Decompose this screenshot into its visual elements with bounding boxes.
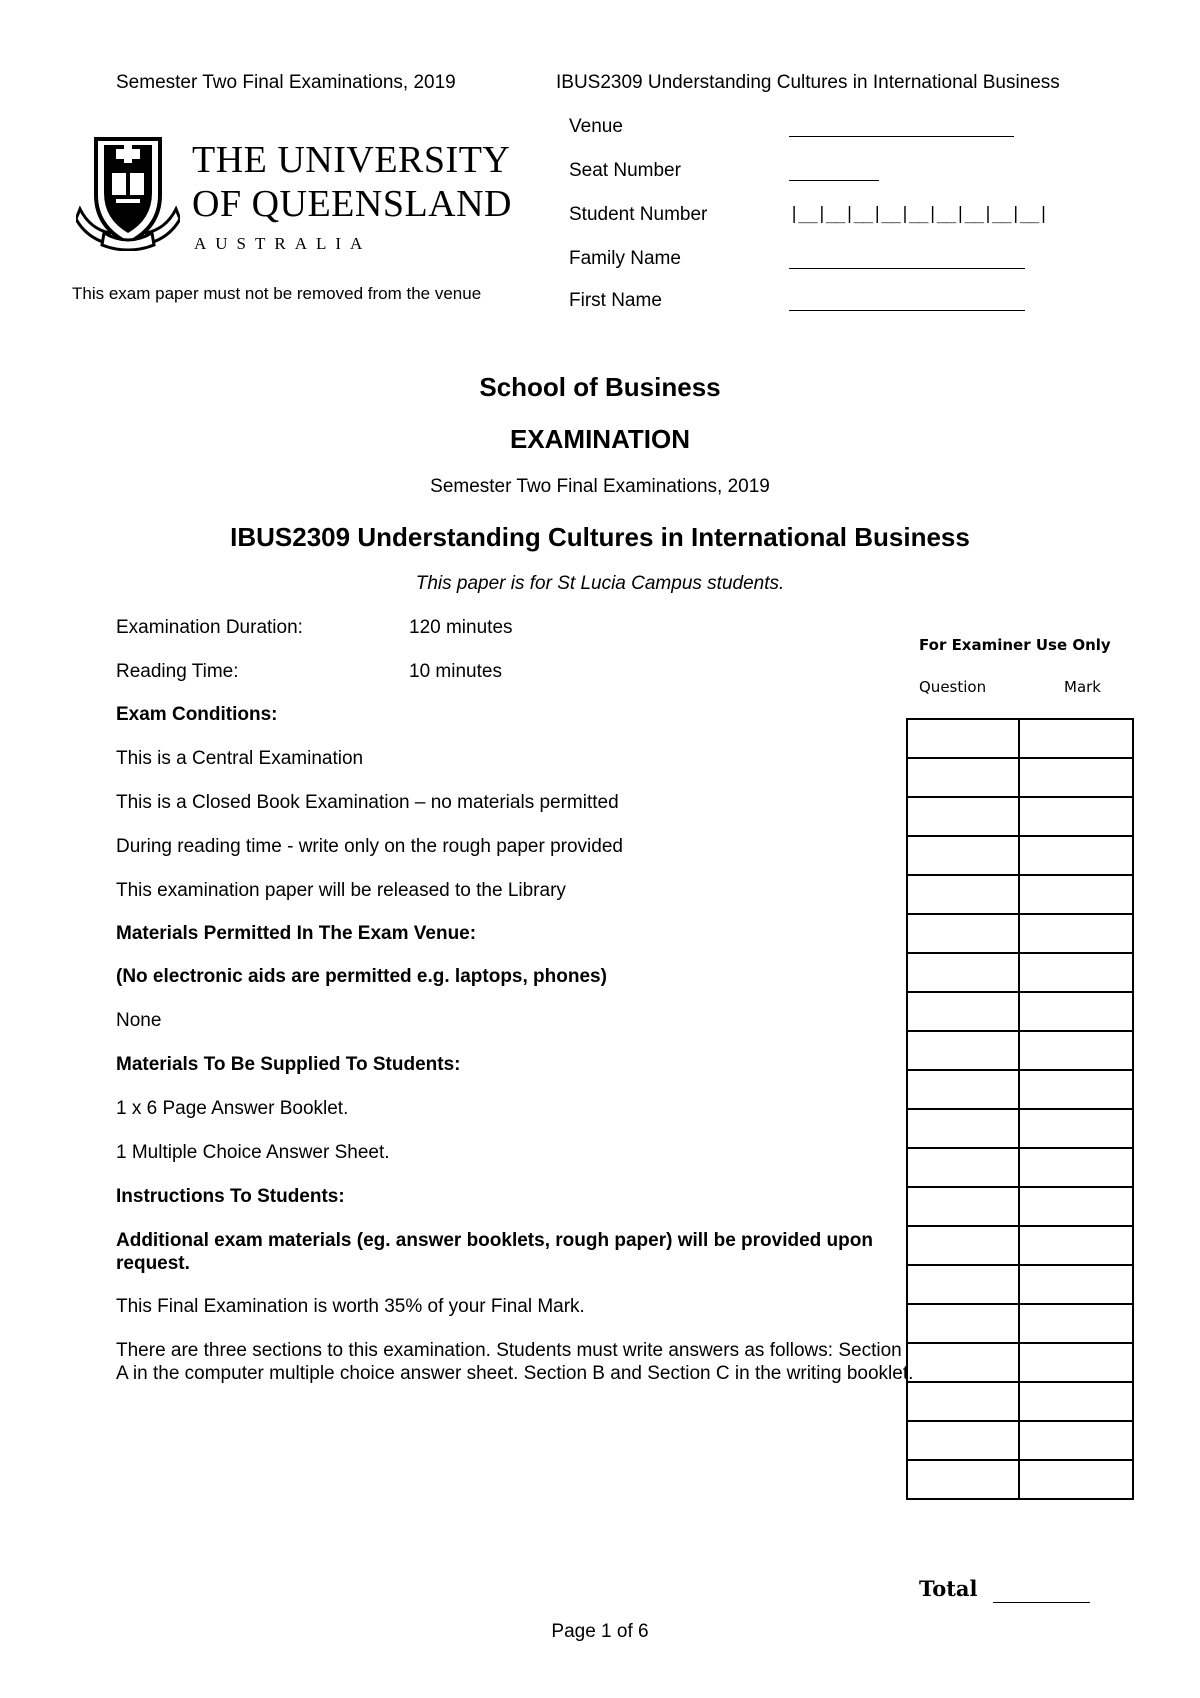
mark-cell[interactable] — [1019, 836, 1133, 875]
total-field[interactable] — [993, 1602, 1090, 1603]
question-cell[interactable] — [907, 1070, 1019, 1109]
question-cell[interactable] — [907, 875, 1019, 914]
condition-item: This is a Central Examination — [116, 748, 364, 769]
instructions-sections: There are three sections to this examination. Students must write answers as follows: Section A in the computer multiple choice answer sheet. Section B and Section C in the writing booklet. — [116, 1340, 914, 1384]
question-cell[interactable] — [907, 1421, 1019, 1460]
table-row — [907, 992, 1133, 1031]
table-row — [907, 1304, 1133, 1343]
reading-time-value: 10 minutes — [409, 661, 502, 682]
condition-item: During reading time - write only on the rough paper provided — [116, 836, 623, 857]
header-right: IBUS2309 Understanding Cultures in International Business — [556, 72, 1060, 93]
question-column-header: Question — [919, 678, 987, 696]
school-title: School of Business — [479, 372, 721, 402]
university-country: AUSTRALIA — [194, 234, 372, 253]
mark-cell[interactable] — [1019, 1031, 1133, 1070]
mark-cell[interactable] — [1019, 758, 1133, 797]
table-row — [907, 1460, 1133, 1499]
conditions-heading: Exam Conditions: — [116, 704, 278, 725]
question-cell[interactable] — [907, 1304, 1019, 1343]
page-number: Page 1 of 6 — [551, 1621, 649, 1642]
question-cell[interactable] — [907, 953, 1019, 992]
mark-cell[interactable] — [1019, 1109, 1133, 1148]
materials-permitted-note: (No electronic aids are permitted e.g. laptops, phones) — [116, 966, 607, 987]
table-row — [907, 719, 1133, 758]
campus-note: This paper is for St Lucia Campus students. — [415, 573, 785, 594]
table-row — [907, 758, 1133, 797]
mark-cell[interactable] — [1019, 1187, 1133, 1226]
mark-cell[interactable] — [1019, 1070, 1133, 1109]
question-cell[interactable] — [907, 1226, 1019, 1265]
table-row — [907, 914, 1133, 953]
table-row — [907, 1382, 1133, 1421]
examiner-title: For Examiner Use Only — [919, 636, 1111, 654]
university-name-line2: OF QUEENSLAND — [192, 183, 512, 225]
question-cell[interactable] — [907, 1382, 1019, 1421]
seat-number-label: Seat Number — [569, 160, 681, 181]
question-cell[interactable] — [907, 758, 1019, 797]
materials-supplied-heading: Materials To Be Supplied To Students: — [116, 1054, 461, 1075]
reading-time-label: Reading Time: — [116, 661, 239, 682]
uq-crest-icon — [76, 135, 180, 251]
materials-supplied-item: 1 Multiple Choice Answer Sheet. — [116, 1142, 390, 1163]
instructions-heading: Instructions To Students: — [116, 1186, 345, 1207]
question-cell[interactable] — [907, 992, 1019, 1031]
table-row — [907, 1187, 1133, 1226]
question-cell[interactable] — [907, 1148, 1019, 1187]
first-name-field[interactable] — [789, 310, 1025, 311]
mark-cell[interactable] — [1019, 1460, 1133, 1499]
mark-cell[interactable] — [1019, 719, 1133, 758]
question-cell[interactable] — [907, 1031, 1019, 1070]
question-cell[interactable] — [907, 914, 1019, 953]
student-number-field[interactable]: |__|__|__|__|__|__|__|__|__| — [789, 204, 1048, 224]
table-row — [907, 1226, 1133, 1265]
mark-cell[interactable] — [1019, 1421, 1133, 1460]
table-row — [907, 1421, 1133, 1460]
mark-cell[interactable] — [1019, 953, 1133, 992]
question-cell[interactable] — [907, 1265, 1019, 1304]
mark-cell[interactable] — [1019, 1343, 1133, 1382]
materials-permitted-heading: Materials Permitted In The Exam Venue: — [116, 923, 477, 944]
table-row — [907, 797, 1133, 836]
question-cell[interactable] — [907, 1343, 1019, 1382]
question-cell[interactable] — [907, 1460, 1019, 1499]
exam-title: EXAMINATION — [509, 424, 691, 454]
duration-value: 120 minutes — [409, 617, 513, 638]
venue-field[interactable] — [789, 136, 1014, 137]
table-row — [907, 1031, 1133, 1070]
question-cell[interactable] — [907, 797, 1019, 836]
condition-item: This examination paper will be released to the Library — [116, 880, 566, 901]
instructions-worth: This Final Examination is worth 35% of your Final Mark. — [116, 1296, 585, 1317]
mark-cell[interactable] — [1019, 1382, 1133, 1421]
duration-label: Examination Duration: — [116, 617, 303, 638]
total-label: Total — [919, 1576, 978, 1601]
materials-supplied-item: 1 x 6 Page Answer Booklet. — [116, 1098, 349, 1119]
student-number-label: Student Number — [569, 204, 708, 225]
mark-cell[interactable] — [1019, 1265, 1133, 1304]
seat-number-field[interactable] — [789, 180, 879, 181]
mark-cell[interactable] — [1019, 797, 1133, 836]
university-name-line1: THE UNIVERSITY — [192, 139, 511, 181]
family-name-label: Family Name — [569, 248, 681, 269]
mark-cell[interactable] — [1019, 1304, 1133, 1343]
table-row — [907, 1148, 1133, 1187]
question-cell[interactable] — [907, 1187, 1019, 1226]
table-row — [907, 1109, 1133, 1148]
question-cell[interactable] — [907, 1109, 1019, 1148]
mark-cell[interactable] — [1019, 914, 1133, 953]
family-name-field[interactable] — [789, 268, 1025, 269]
first-name-label: First Name — [569, 290, 662, 311]
table-row — [907, 953, 1133, 992]
table-row — [907, 875, 1133, 914]
semester-subtitle: Semester Two Final Examinations, 2019 — [430, 476, 770, 497]
mark-cell[interactable] — [1019, 1148, 1133, 1187]
course-title: IBUS2309 Understanding Cultures in International Business — [230, 522, 970, 552]
mark-cell[interactable] — [1019, 875, 1133, 914]
mark-cell[interactable] — [1019, 1226, 1133, 1265]
table-row — [907, 1265, 1133, 1304]
mark-cell[interactable] — [1019, 992, 1133, 1031]
venue-label: Venue — [569, 116, 623, 137]
header-left: Semester Two Final Examinations, 2019 — [116, 72, 456, 93]
materials-permitted-value: None — [116, 1010, 162, 1031]
mark-column-header: Mark — [1064, 678, 1101, 696]
table-row — [907, 1070, 1133, 1109]
question-cell[interactable] — [907, 719, 1019, 758]
table-row — [907, 1343, 1133, 1382]
table-row — [907, 836, 1133, 875]
removed-note: This exam paper must not be removed from the venue — [72, 284, 482, 303]
instructions-bold-note: Additional exam materials (eg. answer booklets, rough paper) will be provided upon request. — [116, 1230, 873, 1274]
condition-item: This is a Closed Book Examination – no materials permitted — [116, 792, 619, 813]
question-cell[interactable] — [907, 836, 1019, 875]
examiner-marks-table — [906, 718, 1134, 1500]
